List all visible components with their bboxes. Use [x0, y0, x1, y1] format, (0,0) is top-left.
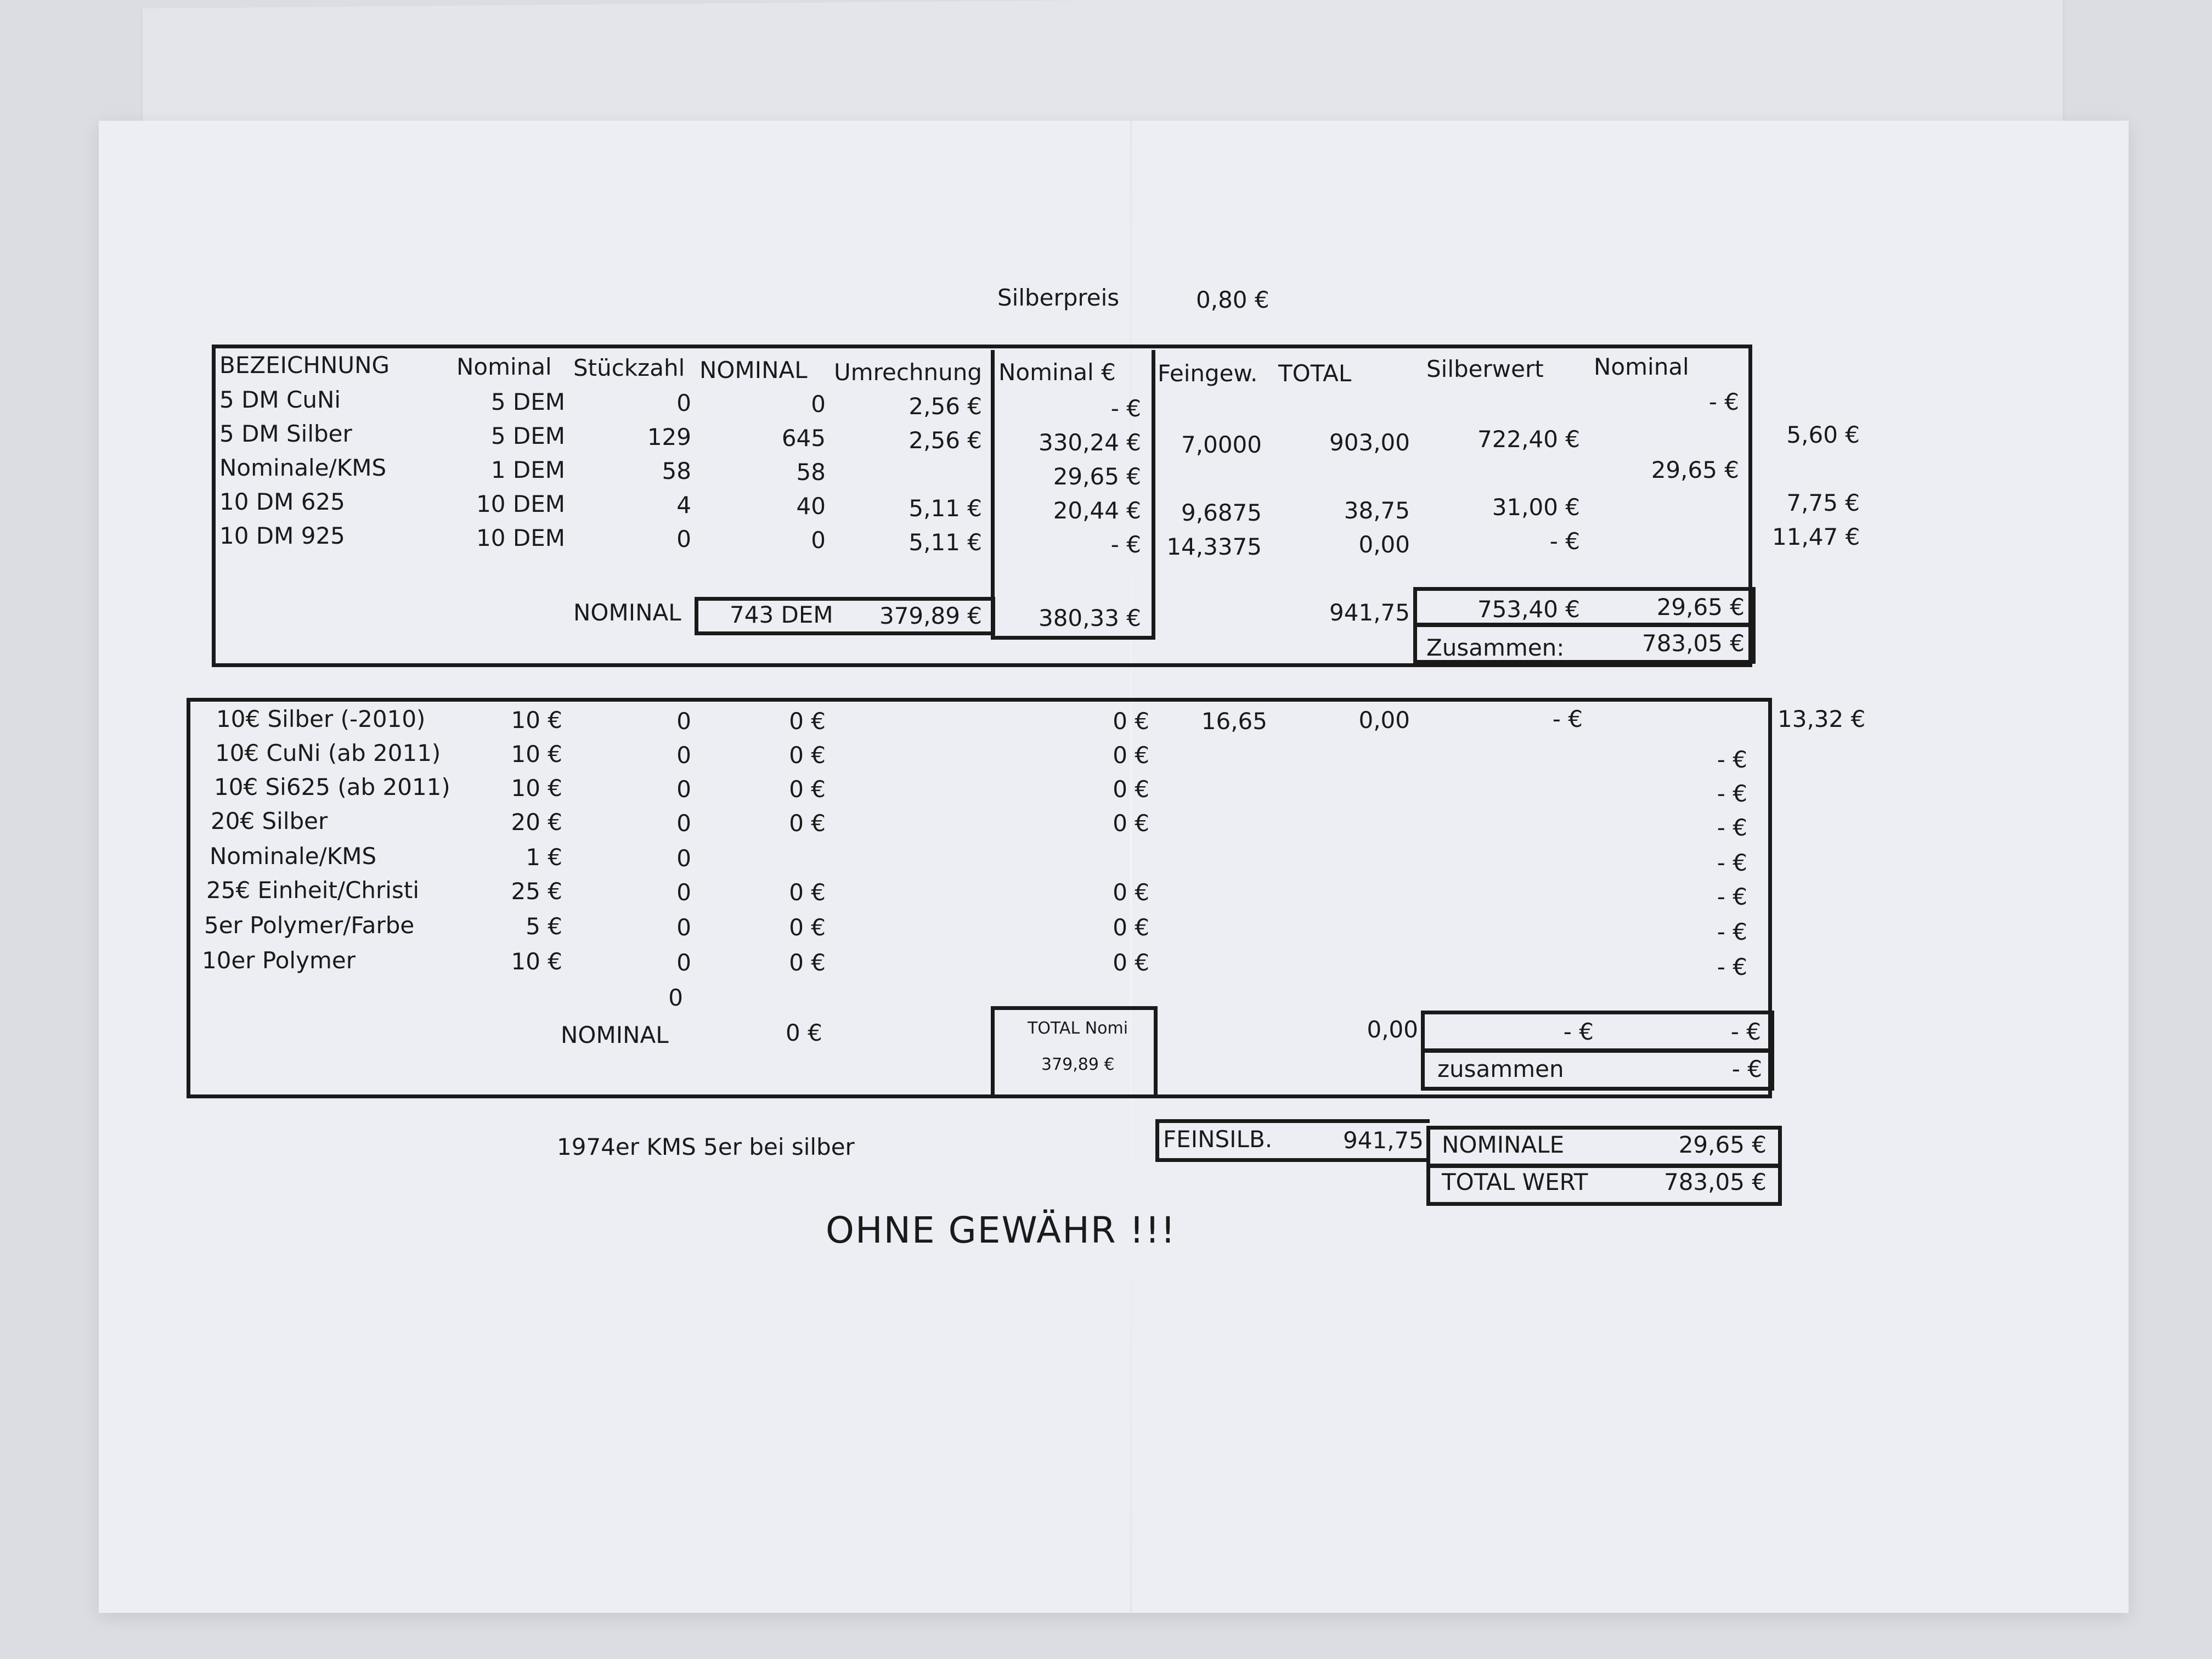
- t1-row-umrechnung: 2,56 €: [909, 393, 982, 420]
- t2-row-nominal: 20 €: [511, 809, 562, 836]
- t1-row-side-value: 11,47 €: [1772, 523, 1860, 550]
- t2-total-nomi-label: TOTAL Nomi: [1028, 1019, 1128, 1038]
- t2-row-nominal: 25 €: [511, 878, 562, 905]
- t2-row-nominal-eur: 0 €: [1113, 776, 1149, 803]
- t2-extra-stk: 0: [668, 984, 683, 1011]
- t2-zusammen-value: - €: [1731, 1056, 1762, 1082]
- t2-row-nominal-eur: 0 €: [1113, 742, 1149, 769]
- background-sheet: [143, 0, 2063, 140]
- t1-nominal-dem: 743 DEM: [730, 601, 833, 628]
- t1-row-nominal: 10 DEM: [476, 524, 565, 551]
- t1-row-nominal-caps: 645: [781, 425, 826, 452]
- t2-row-nominal-caps: 0 €: [789, 708, 826, 735]
- t1-row-total: 903,00: [1329, 429, 1410, 456]
- t2-total: 0,00: [1367, 1016, 1418, 1043]
- disclaimer: OHNE GEWÄHR !!!: [826, 1209, 1177, 1251]
- t1-umrechnung-total: 379,89 €: [879, 602, 982, 629]
- t1-row-nominal: 10 DEM: [476, 490, 565, 517]
- header-nominal-2: Nominal: [1594, 353, 1689, 380]
- t2-row-nominal-eur: 0 €: [1113, 708, 1149, 735]
- t1-row-silberwert: - €: [1549, 528, 1580, 555]
- t1-row-stueckzahl: 4: [676, 492, 691, 518]
- t1-row-nominal-caps: 58: [796, 459, 826, 486]
- t2-row-nominal-caps: 0 €: [789, 776, 826, 803]
- t1-nominal-eur-total: 380,33 €: [1038, 605, 1141, 631]
- t1-row-nominal: 1 DEM: [490, 456, 565, 483]
- header-silberwert: Silberwert: [1426, 356, 1544, 382]
- header-umrechnung: Umrechnung: [834, 359, 983, 386]
- t1-row-side-value: 7,75 €: [1786, 489, 1860, 516]
- t2-row-nominal-2: - €: [1717, 746, 1747, 773]
- header-total: TOTAL: [1278, 360, 1352, 387]
- t2-row-nominal-2: - €: [1717, 918, 1747, 945]
- t1-row-nominal: 5 DEM: [490, 388, 565, 415]
- t1-row-silberwert: 722,40 €: [1477, 426, 1580, 453]
- t1-row-name: 10 DM 625: [219, 488, 345, 515]
- t1-row-nominal-eur: - €: [1110, 395, 1141, 422]
- t1-zusammen-label: Zusammen:: [1426, 634, 1565, 661]
- silberpreis-label: Silberpreis: [997, 284, 1120, 311]
- t1-row-side-value: 5,60 €: [1786, 421, 1860, 448]
- t2-nominal-value: 0 €: [786, 1019, 822, 1046]
- t2-row-stueckzahl: 0: [676, 776, 691, 803]
- t2-row-nominal-caps: 0 €: [789, 949, 826, 976]
- t1-row-total: 38,75: [1344, 497, 1410, 524]
- t2-total-nomi-value: 379,89 €: [1041, 1055, 1115, 1074]
- t1-row-stueckzahl: 129: [647, 424, 691, 450]
- feinsilb-value: 941,75: [1343, 1127, 1424, 1154]
- t1-row-stueckzahl: 58: [662, 458, 691, 484]
- t1-total: 941,75: [1329, 599, 1410, 626]
- header-nominal-caps: NOMINAL: [699, 357, 808, 383]
- nominale-label: NOMINALE: [1442, 1131, 1565, 1158]
- total-wert-value: 783,05 €: [1663, 1169, 1767, 1195]
- t2-row-stueckzahl: 0: [676, 708, 691, 735]
- t2-row-nominal-2: - €: [1717, 883, 1747, 910]
- t2-row-total: 0,00: [1358, 707, 1410, 733]
- t2-row-stueckzahl: 0: [676, 810, 691, 837]
- t2-row-name: Nominale/KMS: [210, 843, 377, 870]
- t1-row-name: 5 DM CuNi: [219, 386, 341, 413]
- t1-row-silberwert: 31,00 €: [1492, 494, 1580, 521]
- t1-silberwert-total: 753,40 €: [1477, 596, 1580, 623]
- t2-nominal-label: NOMINAL: [561, 1022, 669, 1048]
- t1-row-nominal-eur: - €: [1110, 531, 1141, 558]
- t2-row-nominal-eur: 0 €: [1113, 914, 1149, 941]
- header-bezeichnung: BEZEICHNUNG: [219, 352, 390, 379]
- t2-row-nominal-eur: 0 €: [1113, 810, 1149, 837]
- t1-row-feingew: 14,3375: [1166, 533, 1262, 560]
- header-stueckzahl: Stückzahl: [573, 354, 685, 381]
- t1-row-nominal-eur: 20,44 €: [1053, 497, 1141, 524]
- t1-row-feingew: 7,0000: [1181, 431, 1262, 458]
- table1-nominal-eur-column: [991, 350, 1155, 640]
- t2-row-nominal: 1 €: [526, 844, 562, 871]
- t1-nominal-label: NOMINAL: [573, 599, 681, 626]
- t2-row-nominal-2: - €: [1717, 780, 1747, 807]
- t2-row-nominal: 10 €: [511, 948, 562, 975]
- t2-row-name: 25€ Einheit/Christi: [206, 877, 419, 904]
- t1-row-name: Nominale/KMS: [219, 454, 387, 481]
- t2-row-stueckzahl: 0: [676, 845, 691, 872]
- t2-row-stueckzahl: 0: [676, 914, 691, 941]
- t2-row-nominal-2: - €: [1717, 953, 1747, 980]
- t1-row-stueckzahl: 0: [676, 390, 691, 416]
- t2-row-nominal-caps: 0 €: [789, 914, 826, 941]
- feinsilb-label: FEINSILB.: [1163, 1126, 1273, 1153]
- t2-row-silberwert: - €: [1552, 706, 1583, 732]
- t2-row-stueckzahl: 0: [676, 742, 691, 769]
- t2-row-nominal: 10 €: [511, 775, 562, 802]
- t2-silberwert-total: - €: [1563, 1018, 1594, 1045]
- t1-row-umrechnung: 5,11 €: [909, 495, 982, 522]
- t1-row-name: 10 DM 925: [219, 522, 345, 549]
- t1-row-name: 5 DM Silber: [219, 420, 352, 447]
- t1-row-nominal-2: 29,65 €: [1651, 456, 1739, 483]
- t1-row-nominal-caps: 0: [811, 391, 826, 417]
- t1-nominal-total: 29,65 €: [1656, 594, 1745, 620]
- t2-row-side-value: 13,32 €: [1778, 706, 1866, 732]
- t2-row-nominal-eur: 0 €: [1113, 949, 1149, 976]
- nominale-value: 29,65 €: [1678, 1131, 1767, 1158]
- t2-row-name: 10€ Si625 (ab 2011): [214, 774, 450, 800]
- t2-row-nominal-2: - €: [1717, 814, 1747, 841]
- t2-row-stueckzahl: 0: [676, 949, 691, 976]
- footer-note: 1974er KMS 5er bei silber: [557, 1133, 855, 1160]
- t2-row-feingew: 16,65: [1201, 708, 1267, 735]
- total-wert-label: TOTAL WERT: [1442, 1169, 1588, 1195]
- t1-row-nominal-eur: 29,65 €: [1053, 463, 1141, 490]
- t2-row-name: 10er Polymer: [202, 947, 356, 974]
- t2-row-name: 10€ Silber (-2010): [216, 706, 426, 732]
- t2-row-stueckzahl: 0: [676, 879, 691, 906]
- header-feingew: Feingew.: [1158, 360, 1258, 387]
- t1-row-nominal-2: - €: [1708, 388, 1739, 415]
- t2-row-nominal-eur: 0 €: [1113, 879, 1149, 906]
- t1-row-nominal-caps: 0: [811, 527, 826, 554]
- t2-row-nominal-caps: 0 €: [789, 742, 826, 769]
- t1-row-nominal: 5 DEM: [490, 422, 565, 449]
- t2-row-name: 20€ Silber: [211, 808, 328, 834]
- header-nominal: Nominal: [456, 353, 552, 380]
- t2-row-nominal-caps: 0 €: [789, 879, 826, 906]
- t1-row-total: 0,00: [1358, 531, 1410, 558]
- t1-zusammen-value: 783,05 €: [1641, 630, 1745, 657]
- t1-row-stueckzahl: 0: [676, 526, 691, 552]
- t2-row-nominal: 10 €: [511, 707, 562, 733]
- t1-row-umrechnung: 5,11 €: [909, 529, 982, 556]
- t2-row-name: 10€ CuNi (ab 2011): [215, 740, 441, 766]
- t2-zusammen-label: zusammen: [1437, 1056, 1564, 1082]
- t2-row-nominal-caps: 0 €: [789, 810, 826, 837]
- header-nominal-eur: Nominal €: [998, 359, 1116, 386]
- t2-row-nominal: 10 €: [511, 741, 562, 768]
- silberpreis-value: 0,80 €: [1196, 286, 1269, 313]
- t1-row-feingew: 9,6875: [1181, 499, 1262, 526]
- t1-row-umrechnung: 2,56 €: [909, 427, 982, 454]
- t2-nominal-total: - €: [1730, 1018, 1761, 1045]
- t1-row-nominal-caps: 40: [796, 493, 826, 520]
- t2-row-nominal-2: - €: [1717, 849, 1747, 876]
- t2-row-nominal: 5 €: [526, 913, 562, 940]
- t2-row-name: 5er Polymer/Farbe: [204, 912, 415, 939]
- t1-row-nominal-eur: 330,24 €: [1038, 429, 1141, 456]
